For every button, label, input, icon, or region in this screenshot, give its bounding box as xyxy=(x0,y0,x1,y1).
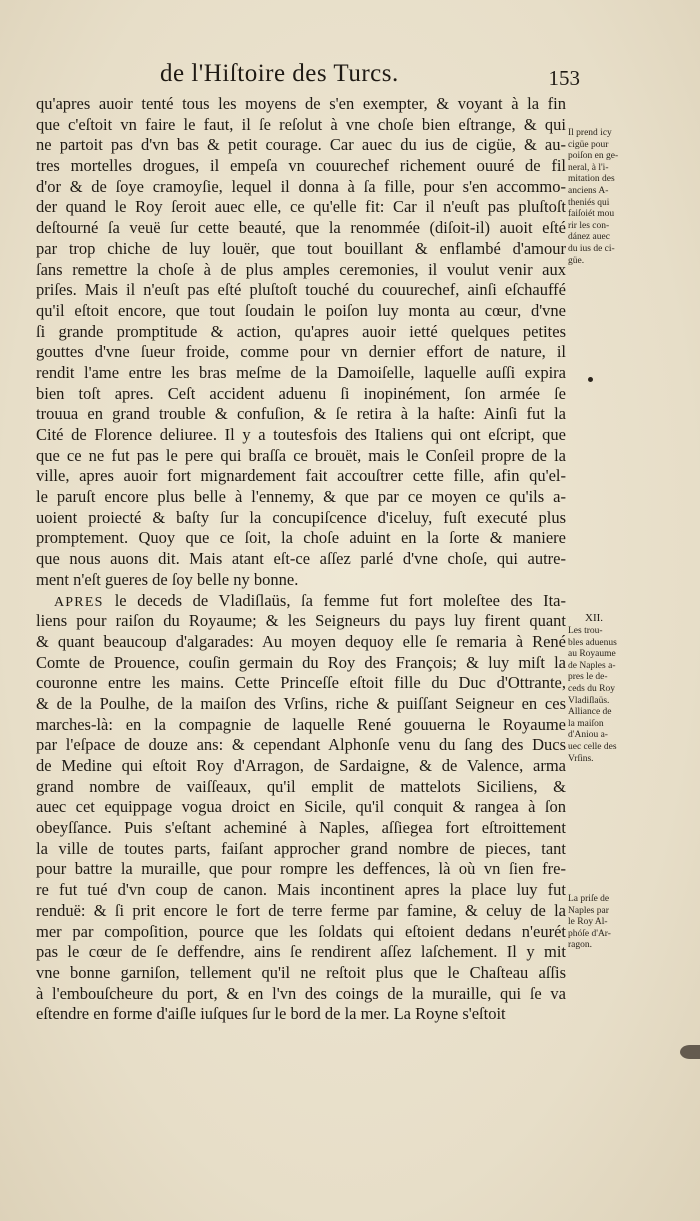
text-line: qu'apres auoir tenté tous les moyens de s'en exempter, & voyant à la fin xyxy=(36,94,566,113)
text-line: rendit l'ame entre les bras meſme de la Damoiſelle, laquelle auſſi expira xyxy=(36,362,566,382)
text-line: obeyſſance. Puis s'eſtant acheminé à Naples, aſſiegea fort eſtroittement xyxy=(36,818,566,838)
text-line: que c'eſtoit vn faire le faut, il ſe reſolut à vne choſe bien eſtrange, & qui xyxy=(36,114,566,134)
text-line: Comte de Prouence, couſin germain du Roy des François; & luy miſt la xyxy=(36,652,566,672)
text-line: par l'eſpace de douze ans: & cependant Alphonſe venu du ſang des Ducs xyxy=(36,735,566,755)
margin-note-line: faiſoiét mou xyxy=(568,209,615,220)
margin-note-line: du ius de ci- xyxy=(568,243,615,254)
text-line: gouttes d'vne ſueur froide, comme pour vn dernier effort de nature, il xyxy=(36,342,566,362)
text-line: ne partoit pas d'vn bas & petit courage. Car auec du ius de cigüe, & au- xyxy=(36,135,566,155)
text-line: priſes. Mais il n'euſt pas eſté pluſtoſt touché du couurechef, ainſi eſchauffé xyxy=(36,280,566,300)
section-number: XII. xyxy=(585,612,604,624)
text-line: vne bonne garniſon, tellement qu'il ne reſtoit plus que le Chaſteau aſſis xyxy=(36,962,566,982)
text-line: grand nombre de vaiſſeaux, qu'il emplit de mattelots Siciliens, & xyxy=(36,776,566,796)
text-line: & de la Poulhe, de la maiſon des Vrſins, riche & puiſſant Seigneur en ces xyxy=(36,693,566,713)
text-line: à l'embouſcheure du port, & en l'vn des coings de la muraille, qui ſe va xyxy=(36,983,566,1003)
margin-note-line: ragon. xyxy=(568,940,593,951)
margin-note-line: Vrſins. xyxy=(568,753,594,764)
margin-note-line: mitation des xyxy=(568,174,615,185)
text-line: le paruſt encore plus belle à l'ennemy, & que par ce moyen ce qu'ils a- xyxy=(36,487,566,507)
text-line: pas le cœur de ſe deffendre, ains ſe rendirent aſſez laſchement. Il y mit xyxy=(36,942,566,962)
running-title: de l'Hiſtoire des Turcs. xyxy=(160,60,399,87)
margin-note-line: anciens A- xyxy=(568,185,609,196)
margin-note-line: La priſe de xyxy=(568,894,610,904)
text-line: renduë: & ſi prit encore le fort de terre ferme par famine, & celuy de la xyxy=(36,900,566,920)
edge-stain xyxy=(680,1045,700,1059)
margin-note-naples xyxy=(568,894,632,952)
margin-note-line: Naples par xyxy=(568,905,609,916)
margin-note-line: la maiſon xyxy=(568,718,604,729)
margin-note-line: cigüe pour xyxy=(568,139,609,150)
main-text xyxy=(36,94,566,1025)
text-line: par trop chiche de luy louër, que tout bouillant & enflambé d'amour xyxy=(36,238,566,258)
margin-note-line: bles aduenus xyxy=(568,637,617,648)
text-line xyxy=(36,591,566,612)
text-line: marches-là: en la compagnie de laquelle René gouuerna le Royaume xyxy=(36,714,566,734)
page-number: 153 xyxy=(548,66,580,90)
text-line: ment n'eſt gueres de ſoy belle ny bonne. xyxy=(36,569,299,589)
margin-note-line: au Royaume xyxy=(568,649,616,660)
text-line: d'or & de ſoye cramoyſie, lequel il donna à ſa fille, pour s'en accommo- xyxy=(36,176,566,196)
margin-note-line: d'Aniou a- xyxy=(568,730,608,741)
margin-note-line: phóſe d'Ar- xyxy=(568,928,611,939)
margin-note-line: Les trou- xyxy=(568,626,603,636)
text-line: couronne entre les mains. Cette Princeſſe eſtoit fille du Duc d'Ottrante, xyxy=(36,673,566,693)
text-line: trouua en grand trouble & confuſion, & ſe retira à la haſte: Ainſi fut la xyxy=(36,404,566,424)
paragraph-1 xyxy=(36,94,566,591)
margin-note-line: theniés qui xyxy=(568,197,610,208)
text-line: promptement. Quoy que ce ſoit, la choſe aduint en la ſorte & maniere xyxy=(36,528,566,548)
drop-lead-word: APRES xyxy=(54,594,115,610)
text-line: tres mortelles drogues, il empeſa vn couurechef richement ouuré de fil xyxy=(36,156,566,176)
margin-note-line: güe. xyxy=(568,255,585,266)
text-line: ſans remettre la choſe à de plus amples ceremonies, il voulut venir aux xyxy=(36,259,566,279)
text-line: ville, apres auoir fort mignardement fait accouſtrer cette fille, afin qu'el- xyxy=(36,466,566,486)
text-line: eſtendre en forme d'aiſle iuſques ſur le bord de la mer. La Royne s'eſtoit xyxy=(36,1004,506,1024)
margin-note-line: Il prend icy xyxy=(568,128,612,138)
margin-note-line: le Roy Al- xyxy=(568,917,608,928)
text-line: de Medine qui eſtoit Roy d'Arragon, de Sardaigne, & de Valence, arma xyxy=(36,756,566,775)
text-line: mer par compoſition, pource que les ſoldats qui eſtoient dedans n'eurét xyxy=(36,921,566,941)
margin-note-line: Alliance de xyxy=(568,707,612,718)
margin-note-poison xyxy=(568,128,632,267)
margin-note-line: dánez auec xyxy=(568,232,610,243)
page-header xyxy=(150,60,580,96)
text-line: qu'il eſtoit encore, que tout ſoudain le poiſon luy monta au cœur, d'vne xyxy=(36,300,566,320)
text-line: re fut tué d'vn coup de canon. Mais incontinent apres la place luy fut xyxy=(36,880,566,900)
text-line: liens pour raiſon du Royaume; & les Seigneurs du pays luy firent quant xyxy=(36,611,566,631)
text-line: que ce ne fut pas le pere qui braſſa ce brouët, mais le Conſeil propre de la xyxy=(36,445,566,465)
text-line: pour battre la muraille, que pour rompre les deffences, là où vn ſien fre- xyxy=(36,859,566,879)
margin-note-line: Vladiſlaüs. xyxy=(568,695,610,706)
text-line-rest: le deceds de Vladiſlaüs, ſa femme fut fort moleſtee des Ita- xyxy=(114,590,566,610)
text-line: der quand le Roy ſeroit auec elle, ce qu'elle fit: Car il n'euſt pas pluſtoſt xyxy=(36,197,566,217)
text-line: uoient proiecté & baſty ſur la concupiſcence d'iceluy, fuſt executé plus xyxy=(36,507,566,527)
text-line: que nous auons dit. Mais atant eſt-ce aſſez parlé d'vne choſe, qui autre- xyxy=(36,549,566,569)
text-line: bien toſt apres. Ceſt accident aduenu ſi inopinément, ſon armée ſe xyxy=(36,383,566,403)
margin-note-line: rir les con- xyxy=(568,220,610,231)
margin-note-line: de Naples a- xyxy=(568,660,616,671)
text-line: Cité de Florence deliuree. Il y a toutesfois des Italiens qui ont eſcript, que xyxy=(36,425,566,444)
paragraph-2 xyxy=(36,591,566,1025)
margin-dot xyxy=(588,377,593,382)
text-line: auec cet equippage vogua droict en Sicile, qu'il conquit & rangea à ſon xyxy=(36,797,566,817)
margin-note-line: uec celle des xyxy=(568,741,617,752)
margin-note-line: ceds du Roy xyxy=(568,683,615,694)
text-line: deſtourné ſa veuë ſur cette beauté, que la renommée (diſoit-il) auoit eſté xyxy=(36,218,566,238)
margin-note-line: poiſon en ge- xyxy=(568,151,619,162)
text-line: la ville de toutes parts, faiſant approcher grand nombre de pieces, tant xyxy=(36,838,566,858)
margin-note-line: neral, à l'i- xyxy=(568,162,609,173)
margin-note-troubles xyxy=(568,626,632,765)
margin-note-line: pres le de- xyxy=(568,672,608,683)
text-line: ſi grande promptitude & action, qu'apres auoir ietté quelques petites xyxy=(36,321,566,341)
text-line: & quant beaucoup d'algarades: Au moyen dequoy elle ſe remaria à René xyxy=(36,631,566,651)
